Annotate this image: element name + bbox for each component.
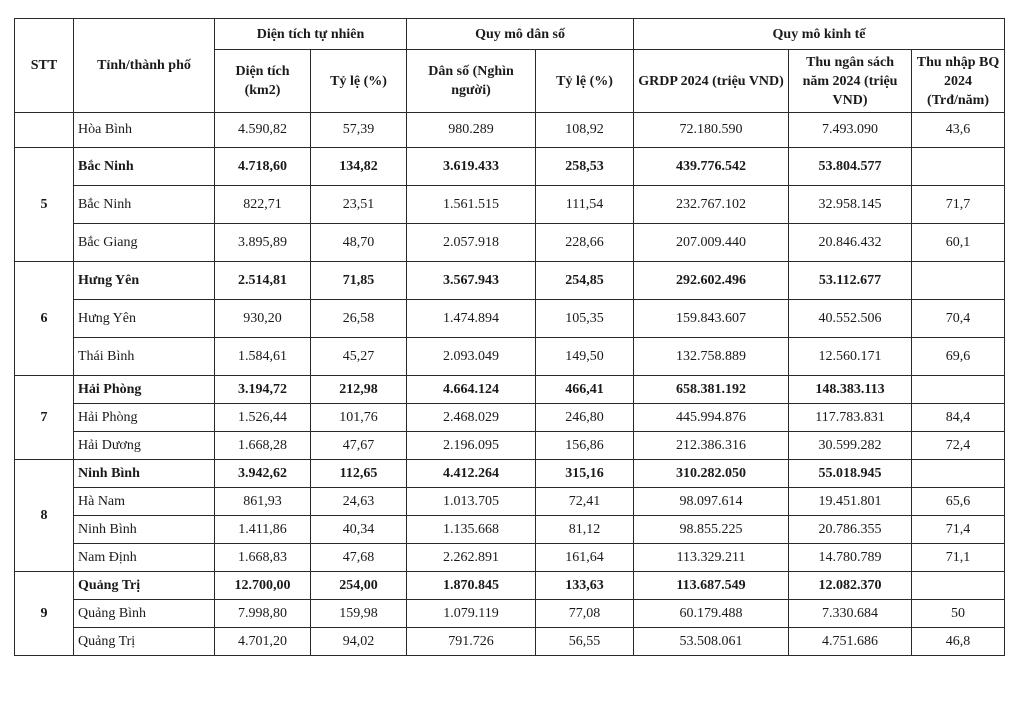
header-row-groups bbox=[15, 19, 1005, 50]
income-cell: 65,6 bbox=[912, 488, 1005, 516]
population-ratio-cell: 258,53 bbox=[536, 148, 634, 186]
area-cell: 12.700,00 bbox=[215, 572, 311, 600]
population-cell: 791.726 bbox=[407, 628, 536, 656]
province-name-cell: Hưng Yên bbox=[74, 300, 215, 338]
income-cell: 72,4 bbox=[912, 432, 1005, 460]
budget-cell: 53.112.677 bbox=[789, 262, 912, 300]
header-budget: Thu ngân sách năm 2024 (triệu VND) bbox=[789, 50, 912, 113]
table-row bbox=[15, 186, 1005, 224]
table-row bbox=[15, 488, 1005, 516]
income-cell: 70,4 bbox=[912, 300, 1005, 338]
stt-cell bbox=[15, 113, 74, 148]
area-ratio-cell: 26,58 bbox=[311, 300, 407, 338]
area-ratio-cell: 212,98 bbox=[311, 376, 407, 404]
area-cell: 1.411,86 bbox=[215, 516, 311, 544]
area-ratio-cell: 71,85 bbox=[311, 262, 407, 300]
table-row bbox=[15, 224, 1005, 262]
population-cell: 1.870.845 bbox=[407, 572, 536, 600]
population-cell: 3.619.433 bbox=[407, 148, 536, 186]
grdp-cell: 113.687.549 bbox=[634, 572, 789, 600]
grdp-cell: 658.381.192 bbox=[634, 376, 789, 404]
area-cell: 822,71 bbox=[215, 186, 311, 224]
grdp-cell: 98.855.225 bbox=[634, 516, 789, 544]
table-row bbox=[15, 404, 1005, 432]
grdp-cell: 212.386.316 bbox=[634, 432, 789, 460]
area-ratio-cell: 112,65 bbox=[311, 460, 407, 488]
population-ratio-cell: 111,54 bbox=[536, 186, 634, 224]
area-ratio-cell: 101,76 bbox=[311, 404, 407, 432]
grdp-cell: 292.602.496 bbox=[634, 262, 789, 300]
income-cell bbox=[912, 262, 1005, 300]
province-name-cell: Hòa Bình bbox=[74, 113, 215, 148]
budget-cell: 30.599.282 bbox=[789, 432, 912, 460]
grdp-cell: 132.758.889 bbox=[634, 338, 789, 376]
area-cell: 861,93 bbox=[215, 488, 311, 516]
province-name-cell: Bắc Ninh bbox=[74, 148, 215, 186]
grdp-cell: 113.329.211 bbox=[634, 544, 789, 572]
budget-cell: 117.783.831 bbox=[789, 404, 912, 432]
population-cell: 2.468.029 bbox=[407, 404, 536, 432]
header-population-ratio: Tỷ lệ (%) bbox=[536, 50, 634, 113]
budget-cell: 20.786.355 bbox=[789, 516, 912, 544]
header-grdp: GRDP 2024 (triệu VND) bbox=[634, 50, 789, 113]
area-cell: 3.942,62 bbox=[215, 460, 311, 488]
area-cell: 7.998,80 bbox=[215, 600, 311, 628]
budget-cell: 12.560.171 bbox=[789, 338, 912, 376]
stt-cell: 7 bbox=[15, 376, 74, 460]
province-name-cell: Bắc Ninh bbox=[74, 186, 215, 224]
area-cell: 1.584,61 bbox=[215, 338, 311, 376]
table-row-merged-province bbox=[15, 148, 1005, 186]
population-ratio-cell: 149,50 bbox=[536, 338, 634, 376]
population-ratio-cell: 77,08 bbox=[536, 600, 634, 628]
header-group-area: Diện tích tự nhiên bbox=[215, 19, 407, 50]
budget-cell: 4.751.686 bbox=[789, 628, 912, 656]
population-cell: 2.196.095 bbox=[407, 432, 536, 460]
budget-cell: 20.846.432 bbox=[789, 224, 912, 262]
area-cell: 1.668,83 bbox=[215, 544, 311, 572]
header-province: Tỉnh/thành phố bbox=[74, 19, 215, 113]
budget-cell: 32.958.145 bbox=[789, 186, 912, 224]
area-cell: 4.701,20 bbox=[215, 628, 311, 656]
population-cell: 1.561.515 bbox=[407, 186, 536, 224]
income-cell: 71,4 bbox=[912, 516, 1005, 544]
area-cell: 1.668,28 bbox=[215, 432, 311, 460]
header-income: Thu nhập BQ 2024 (Trđ/năm) bbox=[912, 50, 1005, 113]
budget-cell: 12.082.370 bbox=[789, 572, 912, 600]
population-cell: 4.664.124 bbox=[407, 376, 536, 404]
population-ratio-cell: 156,86 bbox=[536, 432, 634, 460]
population-ratio-cell: 108,92 bbox=[536, 113, 634, 148]
province-name-cell: Ninh Bình bbox=[74, 516, 215, 544]
grdp-cell: 439.776.542 bbox=[634, 148, 789, 186]
budget-cell: 7.330.684 bbox=[789, 600, 912, 628]
header-population: Dân số (Nghìn người) bbox=[407, 50, 536, 113]
grdp-cell: 445.994.876 bbox=[634, 404, 789, 432]
population-cell: 1.013.705 bbox=[407, 488, 536, 516]
province-name-cell: Quảng Trị bbox=[74, 628, 215, 656]
table-row bbox=[15, 544, 1005, 572]
province-name-cell: Bắc Giang bbox=[74, 224, 215, 262]
grdp-cell: 310.282.050 bbox=[634, 460, 789, 488]
area-ratio-cell: 94,02 bbox=[311, 628, 407, 656]
table-row bbox=[15, 432, 1005, 460]
area-ratio-cell: 40,34 bbox=[311, 516, 407, 544]
population-ratio-cell: 315,16 bbox=[536, 460, 634, 488]
grdp-cell: 60.179.488 bbox=[634, 600, 789, 628]
income-cell bbox=[912, 376, 1005, 404]
header-group-population: Quy mô dân số bbox=[407, 19, 634, 50]
province-name-cell: Quảng Bình bbox=[74, 600, 215, 628]
area-ratio-cell: 57,39 bbox=[311, 113, 407, 148]
income-cell: 60,1 bbox=[912, 224, 1005, 262]
population-ratio-cell: 72,41 bbox=[536, 488, 634, 516]
stt-cell: 6 bbox=[15, 262, 74, 376]
province-name-cell: Quảng Trị bbox=[74, 572, 215, 600]
area-ratio-cell: 254,00 bbox=[311, 572, 407, 600]
table-row bbox=[15, 113, 1005, 148]
population-ratio-cell: 81,12 bbox=[536, 516, 634, 544]
stt-cell: 5 bbox=[15, 148, 74, 262]
income-cell: 43,6 bbox=[912, 113, 1005, 148]
population-cell: 2.057.918 bbox=[407, 224, 536, 262]
area-ratio-cell: 47,67 bbox=[311, 432, 407, 460]
province-name-cell: Hải Phòng bbox=[74, 404, 215, 432]
budget-cell: 19.451.801 bbox=[789, 488, 912, 516]
budget-cell: 7.493.090 bbox=[789, 113, 912, 148]
income-cell: 71,1 bbox=[912, 544, 1005, 572]
table-row-merged-province bbox=[15, 376, 1005, 404]
province-name-cell: Nam Định bbox=[74, 544, 215, 572]
budget-cell: 40.552.506 bbox=[789, 300, 912, 338]
population-ratio-cell: 246,80 bbox=[536, 404, 634, 432]
area-ratio-cell: 134,82 bbox=[311, 148, 407, 186]
budget-cell: 55.018.945 bbox=[789, 460, 912, 488]
income-cell: 50 bbox=[912, 600, 1005, 628]
province-name-cell: Hưng Yên bbox=[74, 262, 215, 300]
population-cell: 1.135.668 bbox=[407, 516, 536, 544]
budget-cell: 148.383.113 bbox=[789, 376, 912, 404]
header-stt: STT bbox=[15, 19, 74, 113]
table-row bbox=[15, 338, 1005, 376]
area-cell: 3.194,72 bbox=[215, 376, 311, 404]
table-row-merged-province bbox=[15, 572, 1005, 600]
population-cell: 980.289 bbox=[407, 113, 536, 148]
budget-cell: 53.804.577 bbox=[789, 148, 912, 186]
area-cell: 4.718,60 bbox=[215, 148, 311, 186]
budget-cell: 14.780.789 bbox=[789, 544, 912, 572]
population-ratio-cell: 254,85 bbox=[536, 262, 634, 300]
area-cell: 3.895,89 bbox=[215, 224, 311, 262]
grdp-cell: 232.767.102 bbox=[634, 186, 789, 224]
area-ratio-cell: 159,98 bbox=[311, 600, 407, 628]
population-ratio-cell: 133,63 bbox=[536, 572, 634, 600]
table-row-merged-province bbox=[15, 262, 1005, 300]
income-cell: 46,8 bbox=[912, 628, 1005, 656]
population-cell: 2.262.891 bbox=[407, 544, 536, 572]
area-cell: 1.526,44 bbox=[215, 404, 311, 432]
population-ratio-cell: 105,35 bbox=[536, 300, 634, 338]
area-ratio-cell: 24,63 bbox=[311, 488, 407, 516]
province-name-cell: Hải Dương bbox=[74, 432, 215, 460]
area-cell: 930,20 bbox=[215, 300, 311, 338]
province-name-cell: Hà Nam bbox=[74, 488, 215, 516]
grdp-cell: 98.097.614 bbox=[634, 488, 789, 516]
population-cell: 2.093.049 bbox=[407, 338, 536, 376]
income-cell: 84,4 bbox=[912, 404, 1005, 432]
grdp-cell: 207.009.440 bbox=[634, 224, 789, 262]
income-cell: 69,6 bbox=[912, 338, 1005, 376]
income-cell bbox=[912, 148, 1005, 186]
area-cell: 4.590,82 bbox=[215, 113, 311, 148]
population-ratio-cell: 466,41 bbox=[536, 376, 634, 404]
table-row bbox=[15, 600, 1005, 628]
area-cell: 2.514,81 bbox=[215, 262, 311, 300]
area-ratio-cell: 23,51 bbox=[311, 186, 407, 224]
province-name-cell: Ninh Bình bbox=[74, 460, 215, 488]
statistics-table bbox=[14, 18, 1005, 656]
table-row bbox=[15, 628, 1005, 656]
population-cell: 1.079.119 bbox=[407, 600, 536, 628]
stt-cell: 9 bbox=[15, 572, 74, 656]
province-name-cell: Thái Bình bbox=[74, 338, 215, 376]
area-ratio-cell: 47,68 bbox=[311, 544, 407, 572]
population-ratio-cell: 161,64 bbox=[536, 544, 634, 572]
table-row-merged-province bbox=[15, 460, 1005, 488]
header-group-economy: Quy mô kinh tế bbox=[634, 19, 1005, 50]
population-cell: 1.474.894 bbox=[407, 300, 536, 338]
table-row bbox=[15, 516, 1005, 544]
table-row bbox=[15, 300, 1005, 338]
header-area-ratio: Tỷ lệ (%) bbox=[311, 50, 407, 113]
population-ratio-cell: 56,55 bbox=[536, 628, 634, 656]
population-cell: 4.412.264 bbox=[407, 460, 536, 488]
income-cell bbox=[912, 460, 1005, 488]
area-ratio-cell: 45,27 bbox=[311, 338, 407, 376]
province-name-cell: Hải Phòng bbox=[74, 376, 215, 404]
grdp-cell: 159.843.607 bbox=[634, 300, 789, 338]
header-area-km2: Diện tích (km2) bbox=[215, 50, 311, 113]
area-ratio-cell: 48,70 bbox=[311, 224, 407, 262]
population-ratio-cell: 228,66 bbox=[536, 224, 634, 262]
grdp-cell: 53.508.061 bbox=[634, 628, 789, 656]
grdp-cell: 72.180.590 bbox=[634, 113, 789, 148]
income-cell bbox=[912, 572, 1005, 600]
stt-cell: 8 bbox=[15, 460, 74, 572]
population-cell: 3.567.943 bbox=[407, 262, 536, 300]
income-cell: 71,7 bbox=[912, 186, 1005, 224]
